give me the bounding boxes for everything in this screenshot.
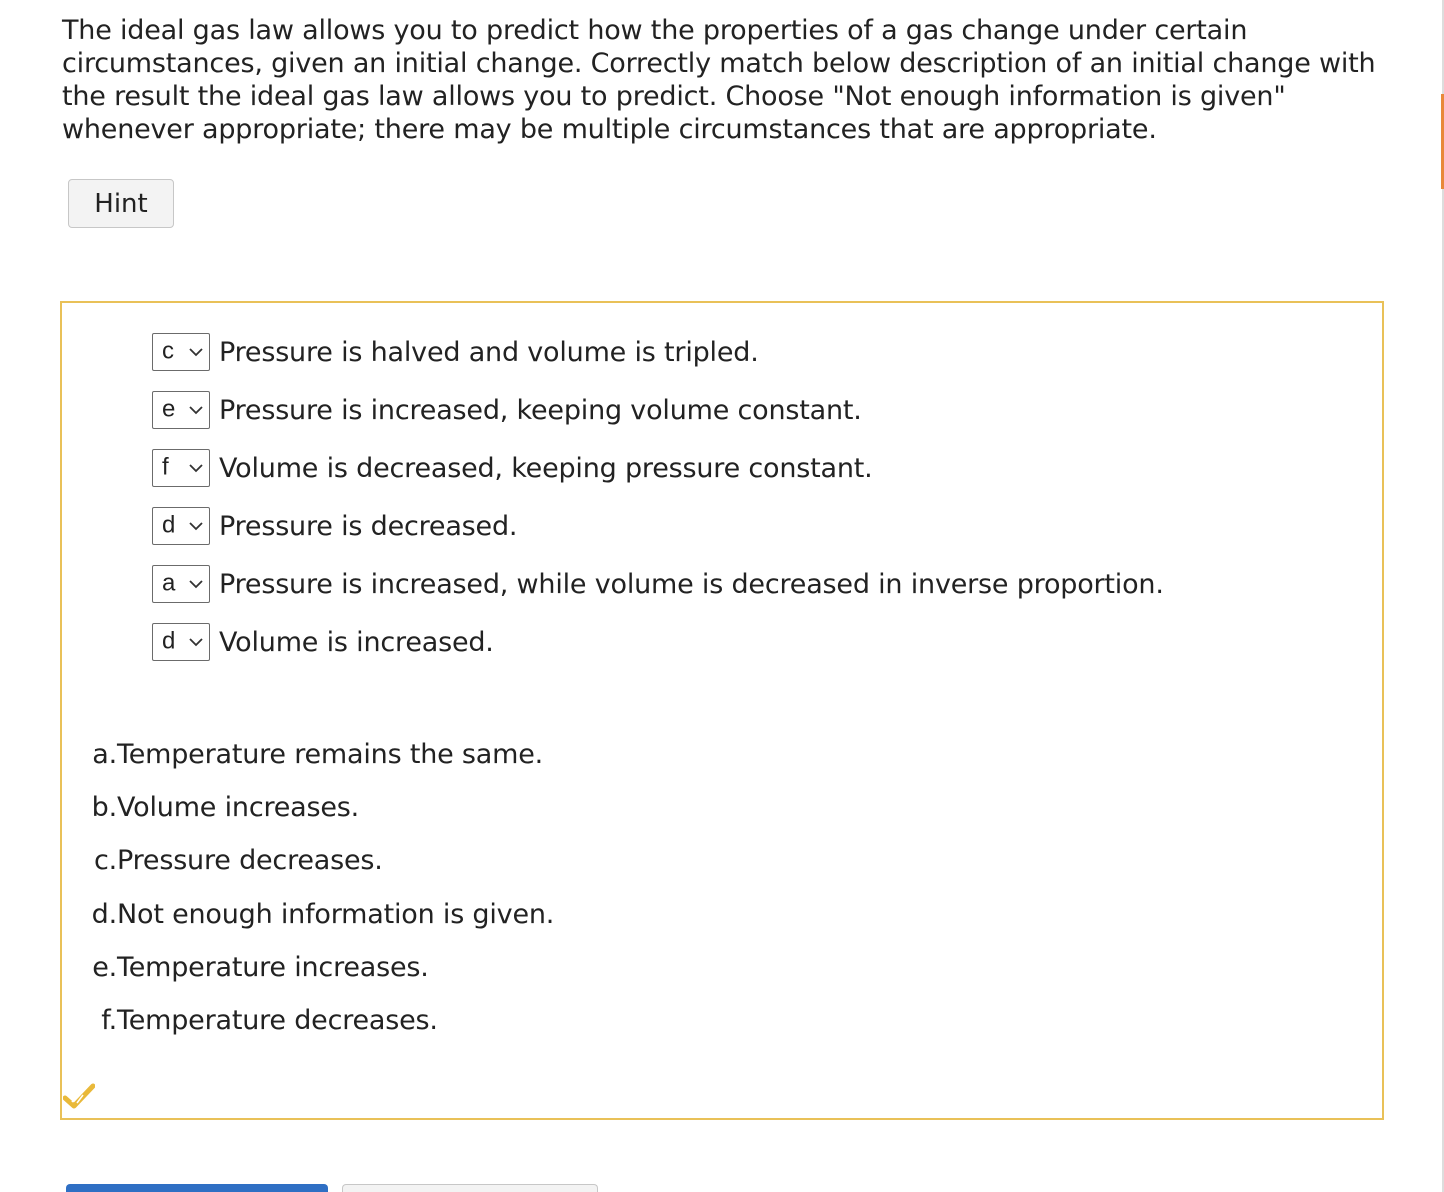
match-description: Pressure is decreased. [219,510,518,542]
option-letter: d. [91,899,117,930]
option-letter: b. [91,792,117,823]
match-select-6[interactable] [152,623,210,661]
option-text: Temperature increases. [117,952,429,983]
match-select-3[interactable] [152,449,210,487]
option-item [82,952,429,983]
option-letter: e. [92,952,117,983]
match-row [152,391,862,429]
select-value: d [162,627,176,655]
match-row [152,507,517,545]
option-text: Temperature decreases. [117,1005,438,1036]
option-item [82,899,554,930]
secondary-button[interactable] [342,1184,598,1192]
chevron-down-icon [189,405,203,415]
match-row [152,623,494,661]
option-item [82,845,383,876]
match-description: Volume is increased. [219,626,494,658]
option-text: Not enough information is given. [117,899,555,930]
option-letter: f. [101,1005,117,1036]
option-item [82,1005,438,1036]
match-select-2[interactable] [152,391,210,429]
match-row [152,333,759,371]
submit-button[interactable] [66,1184,328,1192]
chevron-down-icon [189,521,203,531]
match-select-4[interactable] [152,507,210,545]
chevron-down-icon [189,579,203,589]
option-text: Pressure decreases. [117,845,383,876]
match-row [152,449,873,487]
chevron-down-icon [189,347,203,357]
select-value: c [162,337,174,365]
hint-button[interactable]: Hint [68,179,174,228]
chevron-down-icon [189,463,203,473]
match-description: Pressure is increased, while volume is decreased in inverse proportion. [219,568,1164,600]
chevron-down-icon [189,637,203,647]
select-value: f [162,453,169,481]
match-select-1[interactable] [152,333,210,371]
match-description: Pressure is increased, keeping volume constant. [219,394,862,426]
select-value: e [162,395,176,423]
match-description: Volume is decreased, keeping pressure constant. [219,452,873,484]
option-text: Volume increases. [117,792,360,823]
partial-check-icon [63,1082,95,1110]
match-description: Pressure is halved and volume is tripled. [219,336,759,368]
option-letter: c. [93,845,117,876]
option-text: Temperature remains the same. [117,739,544,770]
option-item [82,739,543,770]
select-value: d [162,511,176,539]
select-value: a [162,569,176,597]
option-letter: a. [92,739,117,770]
question-text: The ideal gas law allows you to predict how the properties of a gas change under certain circumstances, given an initial change. Correctly match below description of an initial change with the result the ideal gas law allows you to predict. Choose "Not enough information is given" whenever appropriate; there may be multiple circumstances that are appropriate. [62,15,1376,145]
match-row [152,565,1164,603]
option-item [82,792,359,823]
match-select-5[interactable] [152,565,210,603]
